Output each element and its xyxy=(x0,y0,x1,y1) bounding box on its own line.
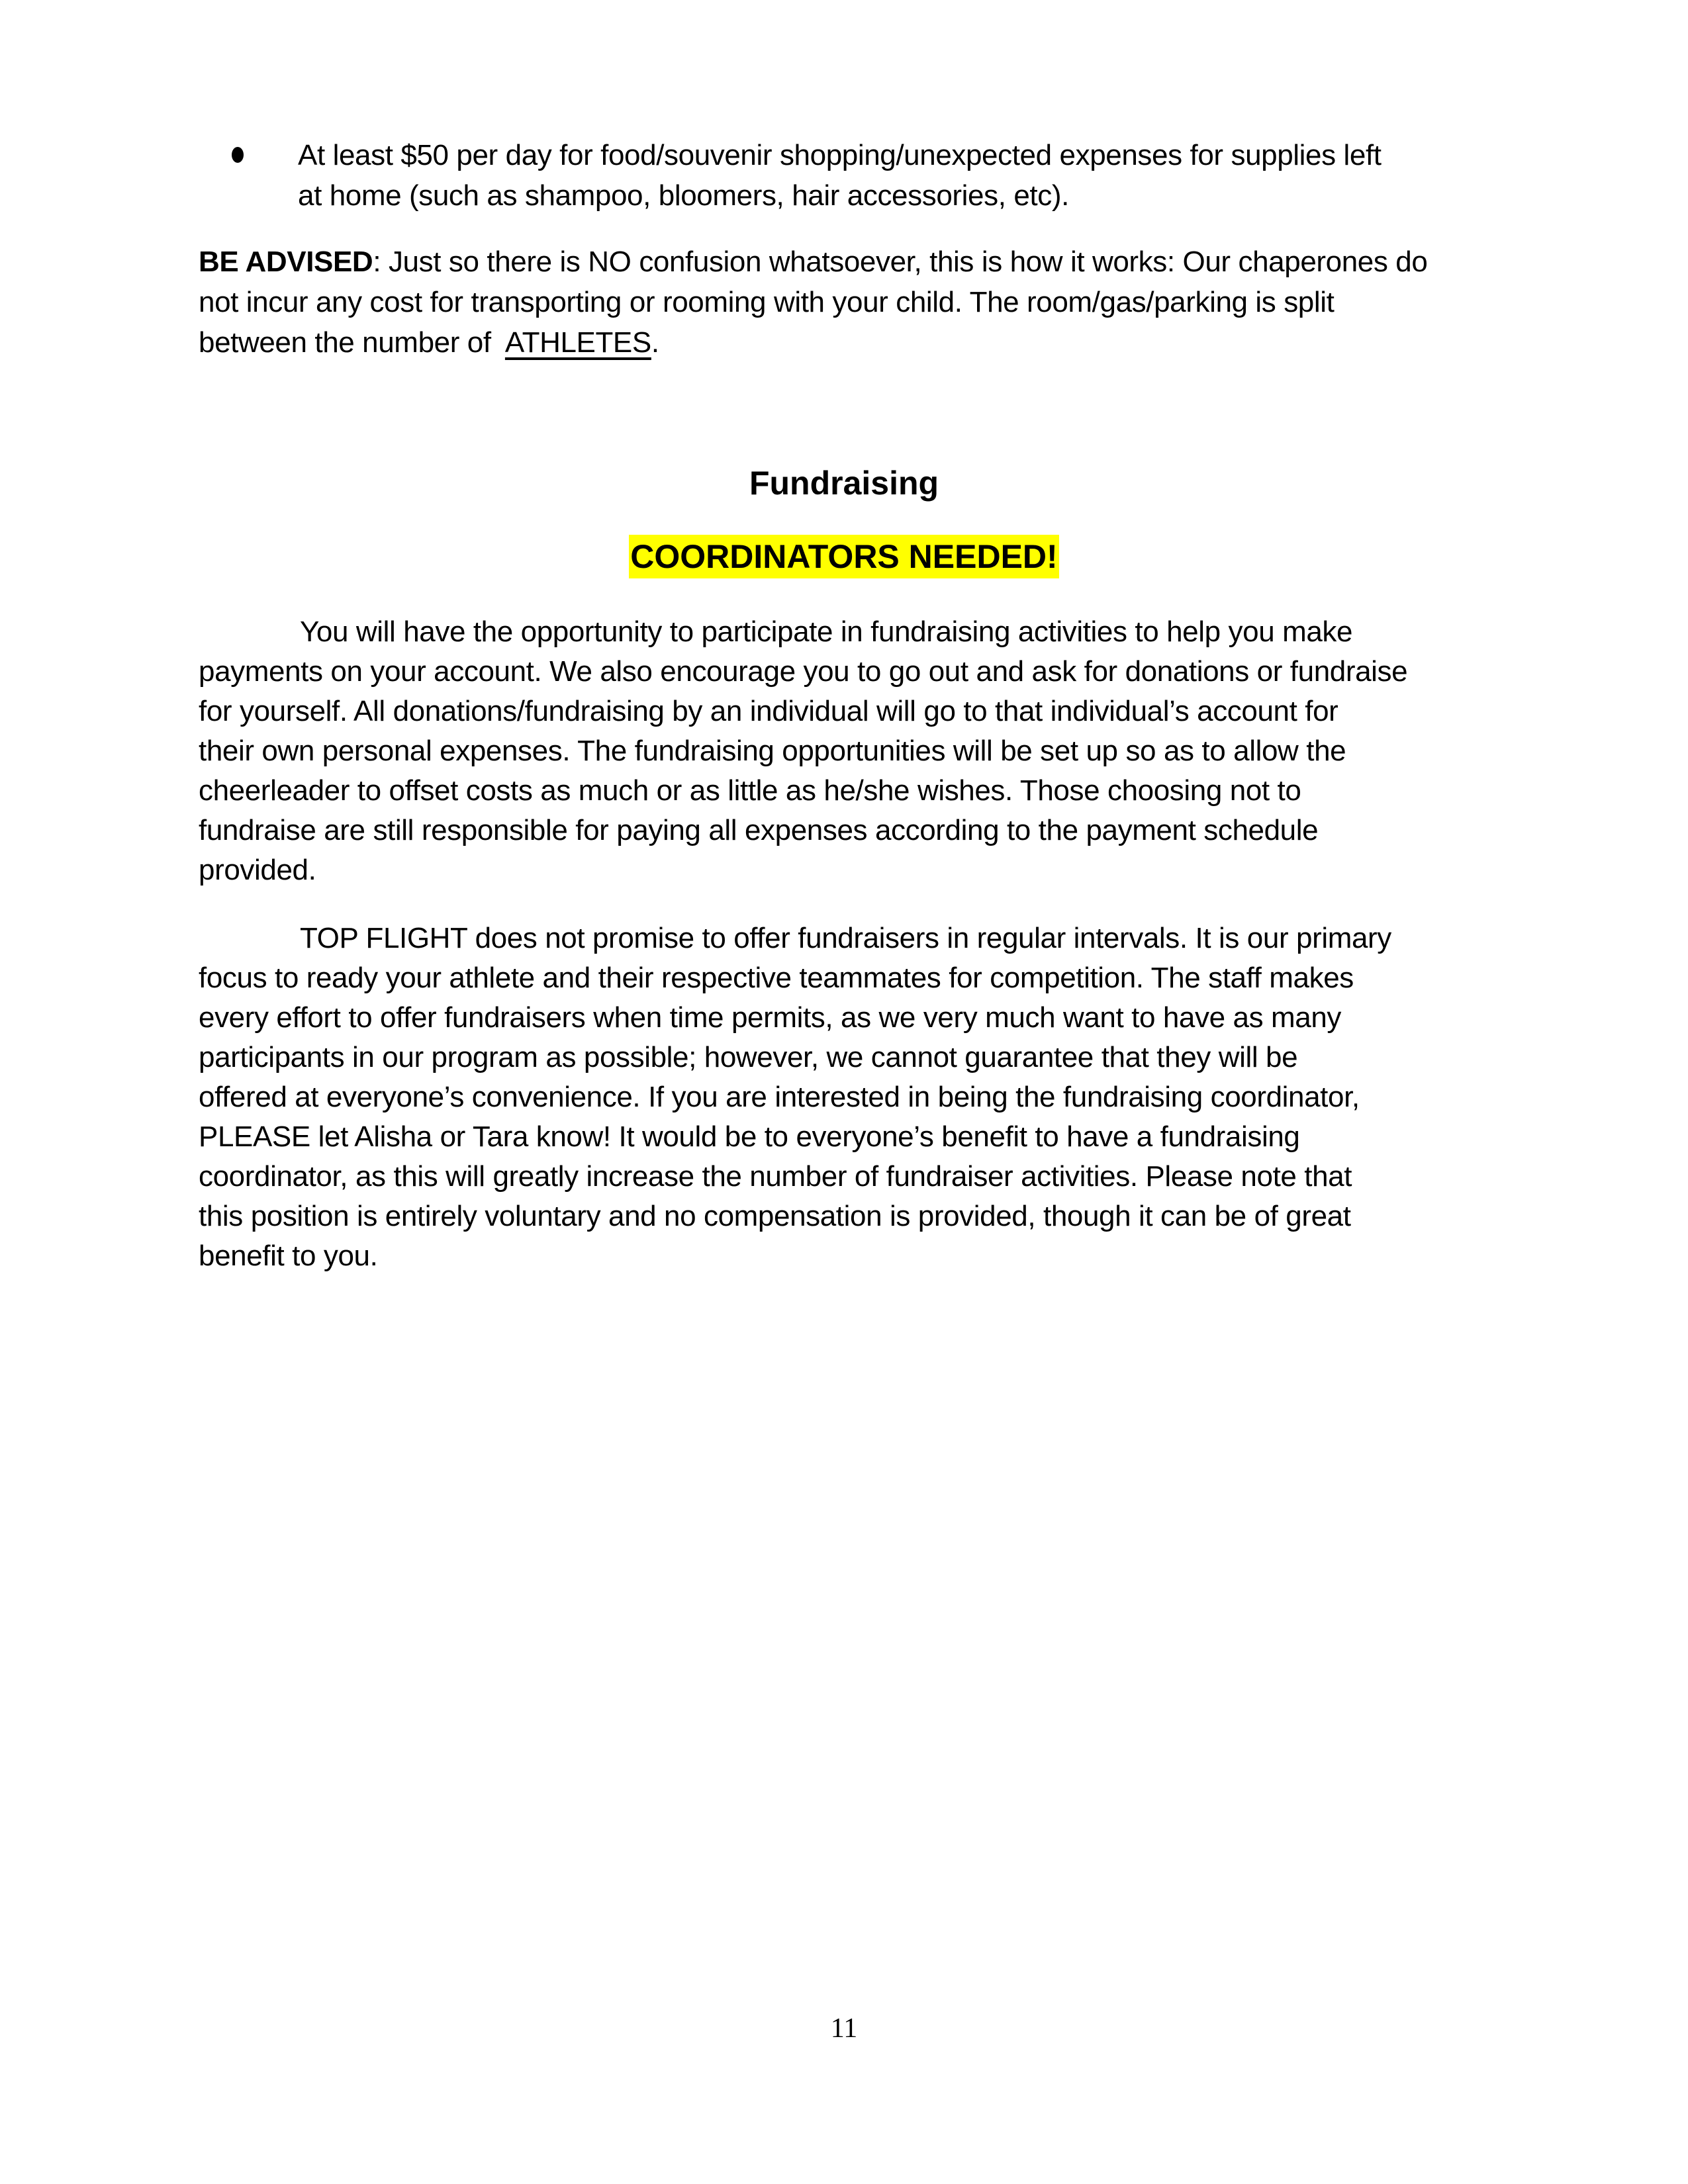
paragraph-2-line: this position is entirely voluntary and no compensation is provided, though it can be of great xyxy=(199,1200,1351,1232)
coordinators-needed-callout: COORDINATORS NEEDED! xyxy=(629,535,1058,578)
paragraph-2-line: every effort to offer fundraisers when time permits, as we very much want to have as many xyxy=(199,1001,1341,1034)
advisory-label: BE ADVISED xyxy=(199,246,373,278)
advisory-line-1-text: : Just so there is NO confusion whatsoever, this is how it works: Our chaperones do xyxy=(373,246,1428,278)
paragraph-2-line: offered at everyone’s convenience. If you are interested in being the fundraising coordinator, xyxy=(199,1081,1360,1113)
bullet-line-1: At least $50 per day for food/souvenir shopping/unexpected expenses for supplies left xyxy=(298,139,1382,171)
advisory-line-1 xyxy=(199,242,1427,282)
advisory-line-3 xyxy=(199,323,659,363)
paragraph-2-line: TOP FLIGHT does not promise to offer fundraisers in regular intervals. It is our primary xyxy=(300,922,1391,954)
page-number: 11 xyxy=(830,2013,858,2044)
paragraph-1-line: fundraise are still responsible for paying all expenses according to the payment schedule xyxy=(199,814,1319,846)
advisory-line-3-prefix: between the number of xyxy=(199,326,505,359)
paragraph-1-line: their own personal expenses. The fundraising opportunities will be set up so as to allow the xyxy=(199,735,1346,767)
advisory-line-3-suffix: . xyxy=(651,326,659,359)
paragraph-2-line: coordinator, as this will greatly increase the number of fundraiser activities. Please note that xyxy=(199,1160,1352,1193)
advisory-line-2: not incur any cost for transporting or rooming with your child. The room/gas/parking is split xyxy=(199,286,1335,318)
paragraph-2-line: benefit to you. xyxy=(199,1240,378,1272)
paragraph-2-line: focus to ready your athlete and their respective teammates for competition. The staff makes xyxy=(199,962,1354,994)
paragraph-1-line: provided. xyxy=(199,854,316,886)
section-title: Fundraising xyxy=(749,465,939,502)
callout-wrap xyxy=(0,535,1688,578)
paragraph-1-line: You will have the opportunity to participate in fundraising activities to help you make xyxy=(300,615,1353,648)
athletes-underlined: ATHLETES xyxy=(504,326,651,359)
bullet-line-2: at home (such as shampoo, bloomers, hair accessories, etc). xyxy=(298,179,1069,212)
paragraph-1-line: payments on your account. We also encourage you to go out and ask for donations or fundraise xyxy=(199,655,1408,688)
paragraph-1-line: cheerleader to offset costs as much or as little as he/she wishes. Those choosing not to xyxy=(199,774,1301,807)
bullet-dot-icon xyxy=(232,147,244,163)
paragraph-2-line: participants in our program as possible; however, we cannot guarantee that they will be xyxy=(199,1041,1298,1073)
paragraph-2-line: PLEASE let Alisha or Tara know! It would be to everyone’s benefit to have a fundraising xyxy=(199,1120,1300,1153)
paragraph-1-line: for yourself. All donations/fundraising by an individual will go to that individual’s account for xyxy=(199,695,1338,727)
